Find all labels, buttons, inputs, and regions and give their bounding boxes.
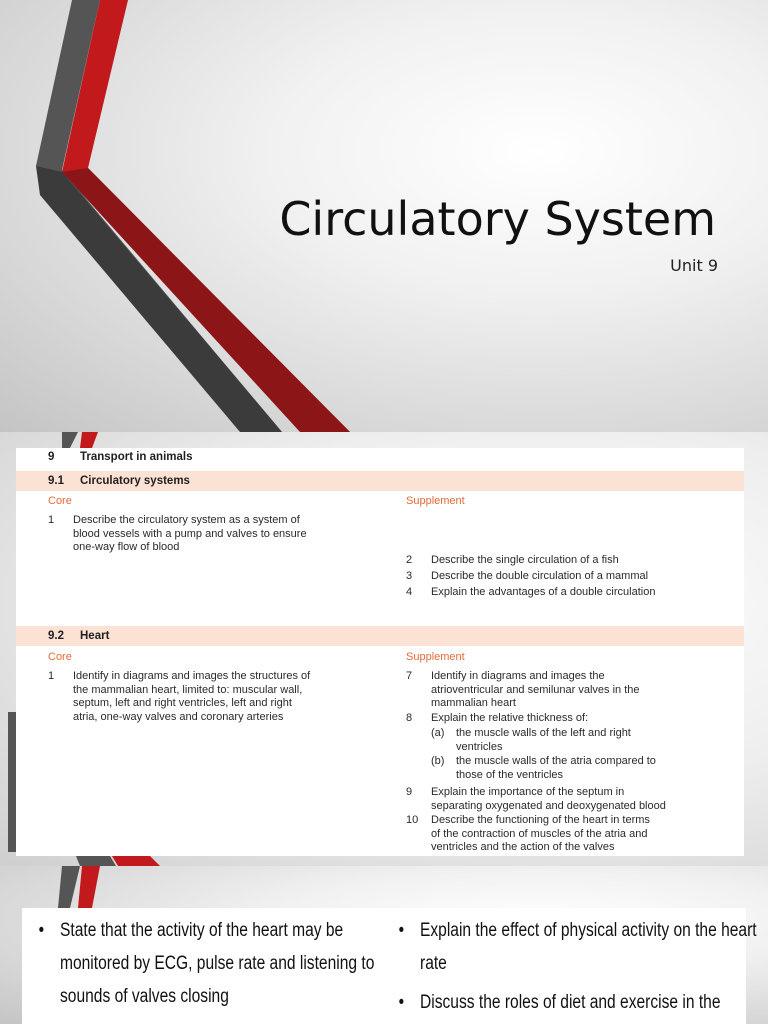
section-title: Transport in animals <box>80 451 193 463</box>
subsection-number: 9.1 <box>48 475 64 487</box>
syllabus-document <box>16 448 744 856</box>
slide-subtitle: Unit 9 <box>670 256 718 275</box>
title-slide <box>0 0 768 432</box>
supplement-item: 2 Describe the single circulation of a fish <box>406 554 619 566</box>
bullet-item: • Discuss the roles of diet and exercise in the <box>420 986 764 1019</box>
core-label: Core <box>48 495 72 507</box>
objectives-card <box>22 908 757 1024</box>
supplement-item: 10 Describe the functioning of the heart in terms of the contraction of muscles of the atria and ventricles and the action of the valves <box>406 814 650 853</box>
core-item: 1 Describe the circulatory system as a system of blood vessels with a pump and valves to ensure one-way flow of blood <box>48 514 307 553</box>
supplement-item: 7 Identify in diagrams and images the atrioventricular and semilunar valves in the mammalian heart <box>406 670 640 709</box>
bullet-dot-icon: • <box>398 920 405 941</box>
subsection-number: 9.2 <box>48 630 64 642</box>
core-label: Core <box>48 651 72 663</box>
bullet-item: • Explain the effect of physical activity on the heart rate <box>420 914 764 980</box>
bullet-dot-icon: • <box>398 992 405 1013</box>
section-header <box>16 451 744 467</box>
supplement-item: 4 Explain the advantages of a double circulation <box>406 586 656 598</box>
sub-item: (b) the muscle walls of the atria compared to those of the ventricles <box>431 755 656 781</box>
syllabus-slide <box>0 432 768 866</box>
sub-item: (a) the muscle walls of the left and right ventricles <box>431 727 631 753</box>
supplement-label: Supplement <box>406 495 465 507</box>
slide-title: Circulatory System <box>279 192 716 246</box>
supplement-item: 8 Explain the relative thickness of: <box>406 712 589 724</box>
subsection-header-9-1 <box>16 471 744 491</box>
dark-stripe <box>36 166 282 432</box>
core-item: 1 Identify in diagrams and images the structures of the mammalian heart, limited to: muscular wall, septum, left and right ventricles, left and right atria, one-way valves and coronary arteries <box>48 670 311 723</box>
bullet-item: • State that the activity of the heart may be monitored by ECG, pulse rate and listening to sounds of valves closing <box>60 914 413 1013</box>
subsection-title: Circulatory systems <box>80 475 190 487</box>
subsection-header-9-2 <box>16 626 744 646</box>
supplement-item: 3 Describe the double circulation of a mammal <box>406 570 649 582</box>
objectives-slide <box>0 866 768 1024</box>
section-number: 9 <box>48 451 55 463</box>
bullet-dot-icon: • <box>38 920 45 941</box>
supplement-label: Supplement <box>406 651 465 663</box>
subsection-title: Heart <box>80 630 110 642</box>
supplement-item: 9 Explain the importance of the septum in separating oxygenated and deoxygenated blood <box>406 786 666 812</box>
